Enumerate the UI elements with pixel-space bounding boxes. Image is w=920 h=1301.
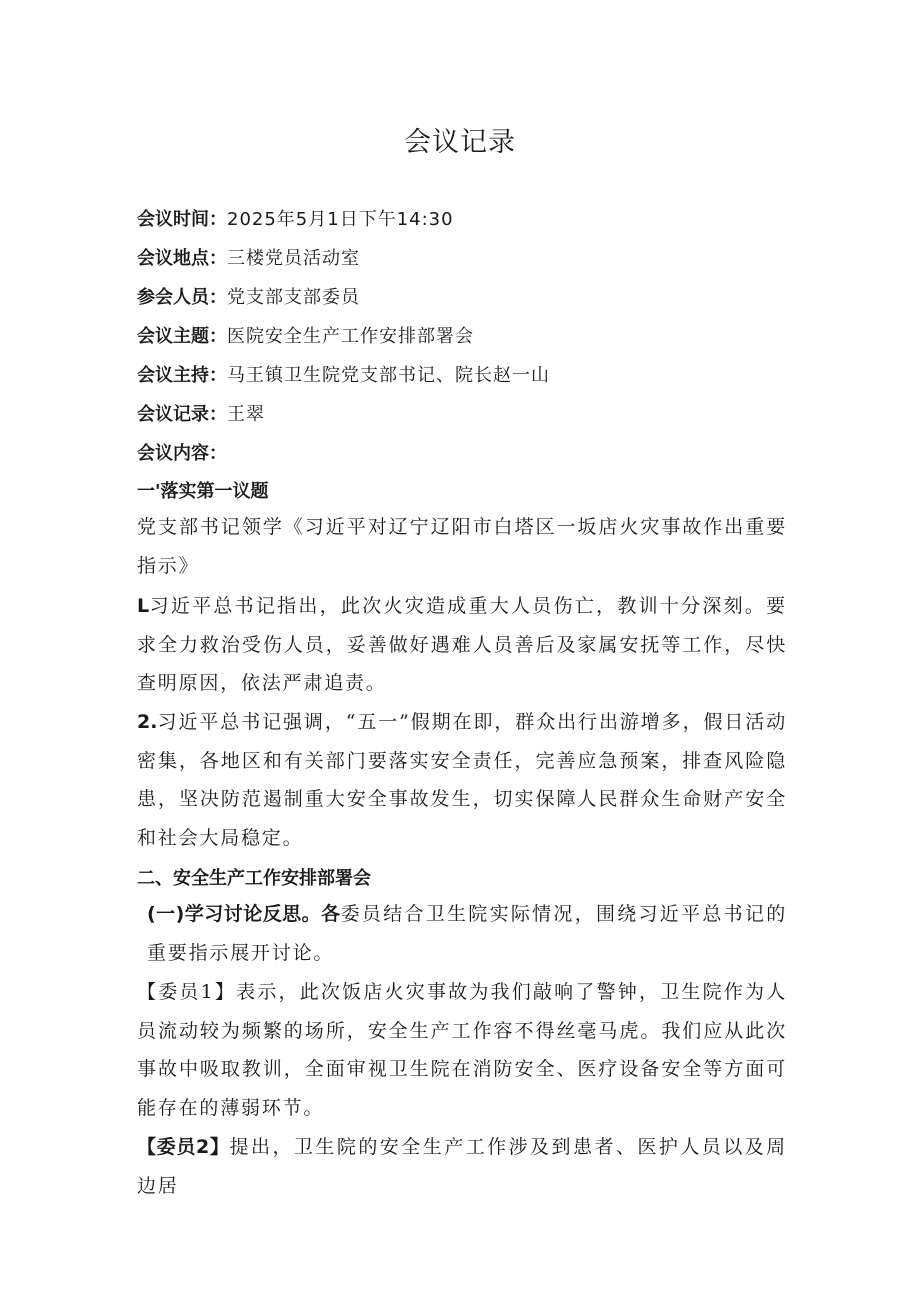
meta-value: 医院安全生产工作安排部署会 xyxy=(227,326,474,347)
page-title: 会议记录 xyxy=(404,127,516,158)
meta-row-recorder xyxy=(137,402,265,427)
section-heading-1: 一'落实第一议题 xyxy=(137,481,269,502)
meta-row-location xyxy=(137,246,360,271)
sub-lead: 各 xyxy=(321,903,341,925)
member-tag: 【委员2】 xyxy=(137,1136,230,1158)
meta-label: 会议主题： xyxy=(137,326,227,347)
meta-value: 王翠 xyxy=(227,404,265,425)
meta-label: 会议记录： xyxy=(137,404,227,425)
member-text: 提出，卫生院的安全生产工作涉及到患者、医护人员以及周边居 xyxy=(137,1136,787,1197)
meta-value: 三楼党员活动室 xyxy=(227,248,360,269)
sub-label: (一)学习讨论反思。 xyxy=(147,903,322,925)
section-heading-2: 二、安全生产工作安排部署会 xyxy=(137,868,371,889)
item-number: 2. xyxy=(137,711,158,733)
meta-value: 2025年5月1日下午14:30 xyxy=(227,209,454,230)
paragraph-item-2 xyxy=(137,703,787,857)
meta-row-content xyxy=(137,441,227,466)
meta-label: 会议地点： xyxy=(137,248,227,269)
paragraph-sub-1 xyxy=(147,895,787,972)
meta-row-attendees xyxy=(137,285,360,310)
paragraph-item-1 xyxy=(137,587,787,703)
meta-row-topic xyxy=(137,324,474,349)
paragraph-member-2 xyxy=(137,1128,787,1205)
member-text: 表示，此次饭店火灾事故为我们敲响了警钟，卫生院作为人员流动较为频繁的场所，安全生产工作容不得丝毫马虎。我们应从此次事故中吸取教训，全面审视卫生院在消防安全、医疗设备安全等方面可能存在的薄弱环节。 xyxy=(137,981,787,1119)
member-tag: 【委员1】 xyxy=(137,981,237,1003)
item-text: 习近平总书记指出，此次火灾造成重大人员伤亡，教训十分深刻。要求全力救治受伤人员，妥善做好遇难人员善后及家属安抚等工作，尽快查明原因，依法严肃追责。 xyxy=(137,595,787,694)
meta-label: 会议主持： xyxy=(137,365,227,386)
meta-label: 会议内容： xyxy=(137,443,227,464)
paragraph-intro: 党支部书记领学《习近平对辽宁辽阳市白塔区一坂店火灾事故作出重要指示》 xyxy=(137,516,787,577)
paragraph-member-1 xyxy=(137,973,787,1127)
meta-label: 参会人员： xyxy=(137,287,227,308)
meta-value: 马王镇卫生院党支部书记、院长赵一山 xyxy=(227,365,550,386)
meta-value: 党支部支部委员 xyxy=(227,287,360,308)
item-number: L xyxy=(137,595,150,617)
meta-label: 会议时间： xyxy=(137,209,227,230)
item-text: 习近平总书记强调，“五一”假期在即，群众出行出游增多，假日活动密集，各地区和有关部门要落实安全责任，完善应急预案，排查风险隐患，坚决防范遏制重大安全事故发生，切实保障人民群众生命财产安全和社会大局稳定。 xyxy=(137,711,787,849)
meta-row-time xyxy=(137,207,454,232)
meta-row-host xyxy=(137,363,550,388)
sub-text: 委员结合卫生院实际情况，围绕习近平总书记的重要指示展开讨论。 xyxy=(147,903,787,964)
